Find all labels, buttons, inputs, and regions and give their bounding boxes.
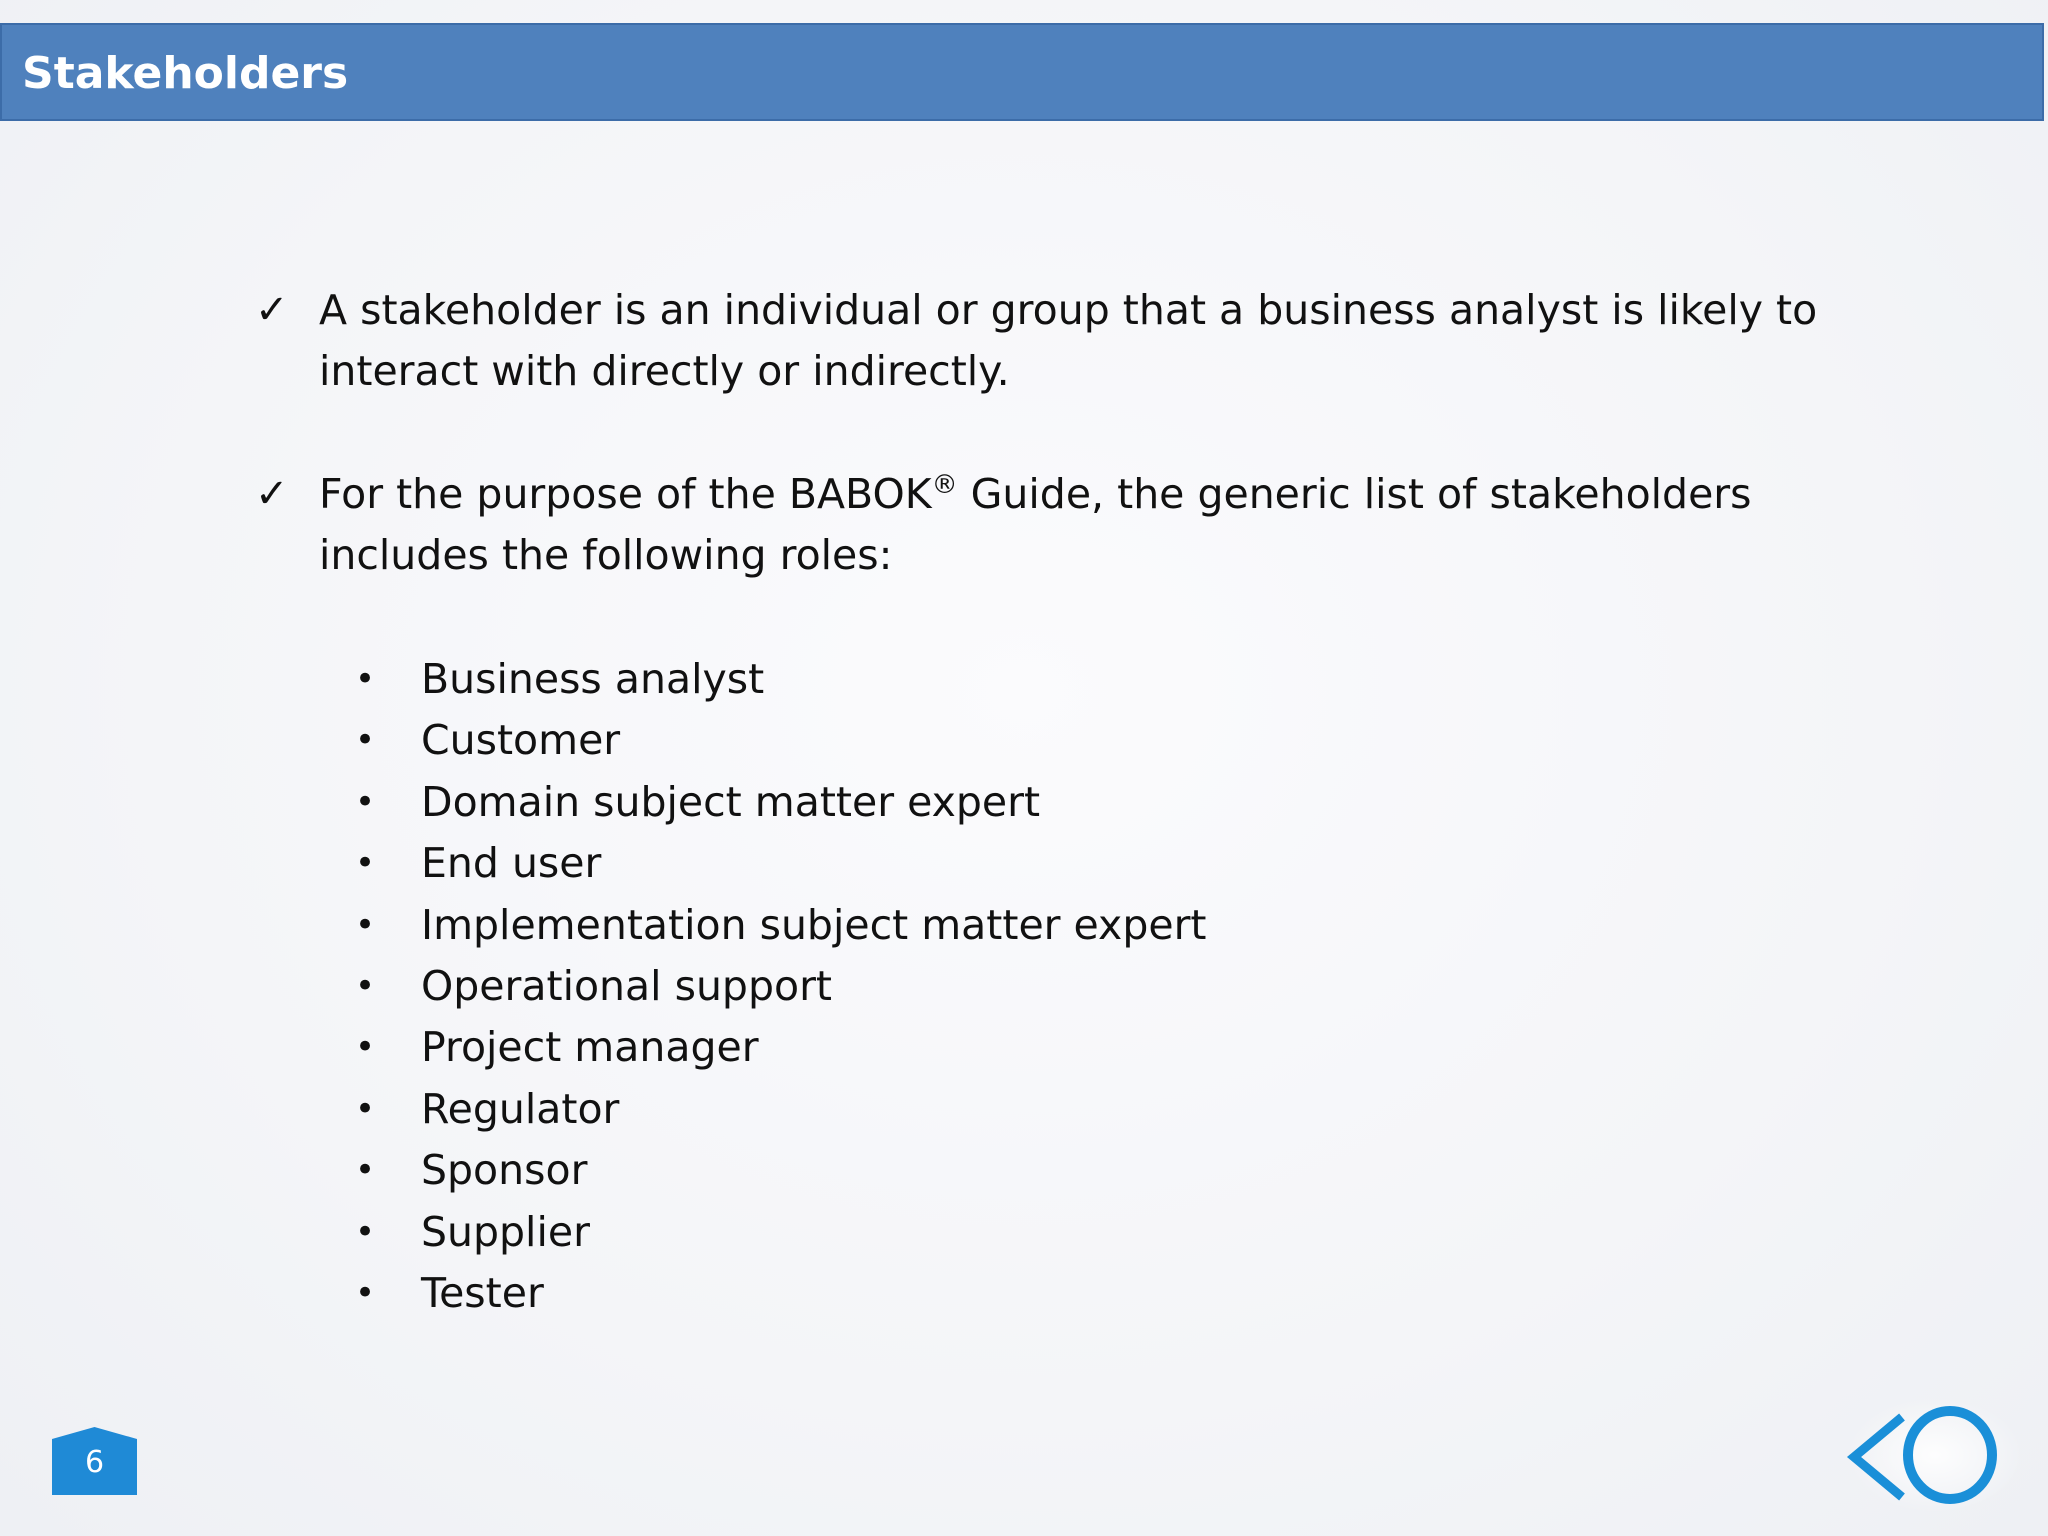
bullet-icon: •	[355, 1150, 376, 1191]
bullet-icon: •	[355, 843, 376, 884]
role-label: End user	[421, 839, 602, 888]
bullet-icon: •	[355, 1088, 376, 1129]
role-label: Supplier	[421, 1207, 590, 1256]
bullet-icon: •	[355, 1027, 376, 1068]
point-text	[319, 464, 1859, 586]
role-label: Domain subject matter expert	[421, 777, 1041, 826]
bullet-icon: •	[355, 781, 376, 822]
point-text-start: For the purpose of the BABOK	[319, 470, 932, 518]
registered-mark: ®	[931, 470, 958, 500]
slide-title: Stakeholders	[22, 48, 349, 99]
page-number-badge	[52, 1427, 137, 1495]
role-label: Project manager	[421, 1023, 759, 1072]
title-bar	[0, 23, 2044, 121]
bullet-icon: •	[355, 1211, 376, 1252]
page-number: 6	[84, 1445, 105, 1480]
point-text: A stakeholder is an individual or group that a business analyst is likely to interact with directly or indirectly.	[319, 286, 1818, 395]
bullet-icon: •	[355, 1272, 376, 1313]
checkmark-icon: ✓	[255, 471, 289, 517]
bullet-icon: •	[355, 904, 376, 945]
role-label: Operational support	[421, 961, 833, 1010]
role-label: Implementation subject matter expert	[421, 900, 1207, 949]
role-label: Sponsor	[421, 1146, 588, 1195]
point-text-end: Guide, the generic list of stakeholders includes the following roles:	[319, 470, 1752, 579]
role-label: Business analyst	[421, 655, 765, 703]
bullet-icon: •	[355, 720, 376, 761]
checkmark-icon: ✓	[255, 287, 289, 333]
bullet-icon: •	[355, 965, 376, 1006]
role-label: Customer	[421, 716, 621, 765]
role-label: Tester	[421, 1268, 544, 1317]
bullet-icon: •	[355, 659, 376, 699]
ko-logo-icon	[1840, 1395, 2020, 1515]
role-label: Regulator	[421, 1084, 620, 1133]
